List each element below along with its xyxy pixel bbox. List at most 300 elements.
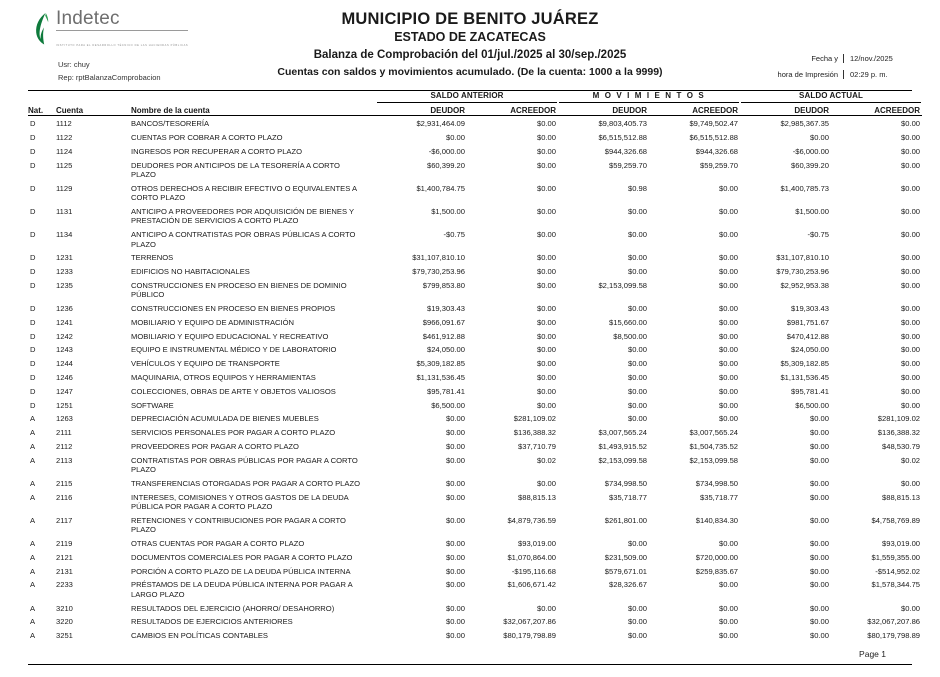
row-ant-acreedor: $0.00 <box>537 359 557 369</box>
row-mov-acreedor: $140,834.30 <box>695 515 739 525</box>
row-ant-deudor: $461,912.88 <box>422 331 465 341</box>
col-header-nat: Nat. <box>28 106 44 115</box>
table-row <box>28 425 922 439</box>
col-header-act-deudor: DEUDOR <box>794 106 830 115</box>
row-act-deudor: $0.00 <box>810 478 830 488</box>
indetec-leaf-icon <box>32 12 54 46</box>
row-ant-deudor: -$0.75 <box>443 230 465 240</box>
row-ant-acreedor: -$195,116.68 <box>511 566 557 576</box>
col-header-ant-deudor: DEUDOR <box>430 106 465 115</box>
table-row <box>28 301 922 315</box>
row-cuenta: 2121 <box>56 552 73 562</box>
row-cuenta: 2112 <box>56 441 73 451</box>
row-nombre: MOBILIARIO Y EQUIPO DE ADMINISTRACIÓN <box>131 317 295 327</box>
row-ant-acreedor: $0.00 <box>537 400 557 410</box>
row-nat: A <box>30 428 36 438</box>
row-cuenta: 1129 <box>56 183 73 193</box>
row-act-acreedor: $0.00 <box>901 206 921 216</box>
row-ant-acreedor: $0.00 <box>537 317 557 327</box>
col-header-nombre: Nombre de la cuenta <box>131 106 210 115</box>
report-header <box>28 0 912 88</box>
row-ant-deudor: $799,853.80 <box>422 280 465 290</box>
row-nombre: CUENTAS POR COBRAR A CORTO PLAZO <box>131 132 283 142</box>
row-nat: D <box>30 372 36 382</box>
row-ant-acreedor: $0.00 <box>537 183 557 193</box>
row-mov-deudor: $231,509.00 <box>604 552 648 562</box>
row-cuenta: 1125 <box>56 160 73 170</box>
row-mov-deudor: $0.00 <box>628 386 648 396</box>
row-mov-deudor: $0.98 <box>628 183 648 193</box>
table-head <box>28 91 922 116</box>
row-ant-deudor: $0.00 <box>445 492 465 502</box>
row-ant-deudor: $1,131,536.45 <box>416 372 465 382</box>
row-mov-deudor: $0.00 <box>628 304 648 314</box>
row-act-deudor: $0.00 <box>810 603 830 613</box>
row-act-deudor: -$0.75 <box>807 230 830 240</box>
table-row <box>28 550 922 564</box>
row-act-acreedor: $0.02 <box>901 455 921 465</box>
row-nombre: PROVEEDORES POR PAGAR A CORTO PLAZO <box>131 441 299 451</box>
row-act-acreedor: $80,179,798.89 <box>867 631 921 641</box>
row-nombre: RESULTADOS DE EJERCICIOS ANTERIORES <box>131 617 293 627</box>
row-act-deudor: $981,751.67 <box>786 317 830 327</box>
row-nat: A <box>30 631 36 641</box>
row-nat: D <box>30 160 36 170</box>
row-mov-deudor: $28,326.67 <box>609 580 648 590</box>
row-cuenta: 2233 <box>56 580 73 590</box>
table-row <box>28 600 922 614</box>
row-ant-deudor: $0.00 <box>445 603 465 613</box>
row-nombre: DOCUMENTOS COMERCIALES POR PAGAR A CORTO PLAZO <box>131 552 353 562</box>
row-nombre: CAMBIOS EN POLÍTICAS CONTABLES <box>131 631 268 641</box>
row-act-acreedor: $0.00 <box>901 359 921 369</box>
row-nat: A <box>30 538 36 548</box>
row-nombre: ANTICIPO A CONTRATISTAS POR OBRAS PÚBLICAS A CORTO PLAZO <box>131 230 356 249</box>
row-nombre: OTROS DERECHOS A RECIBIR EFECTIVO O EQUIVALENTES A CORTO PLAZO <box>131 183 357 203</box>
row-nombre: PRÉSTAMOS DE LA DEUDA PÚBLICA INTERNA POR PAGAR A LARGO PLAZO <box>131 580 353 599</box>
row-act-acreedor: $0.00 <box>901 280 921 290</box>
row-nat: A <box>30 492 36 502</box>
row-ant-acreedor: $0.00 <box>537 331 557 341</box>
row-act-deudor: $60,399.20 <box>791 160 830 170</box>
row-ant-deudor: $5,309,182.85 <box>416 359 465 369</box>
row-nat: A <box>30 478 36 488</box>
row-nombre: TRANSFERENCIAS OTORGADAS POR PAGAR A CORTO PLAZO <box>131 478 360 488</box>
row-mov-acreedor: $2,153,099.58 <box>689 455 739 465</box>
row-mov-acreedor: $0.00 <box>719 359 739 369</box>
row-mov-deudor: $261,801.00 <box>604 515 648 525</box>
row-act-deudor: $6,500.00 <box>795 400 830 410</box>
row-nat: D <box>30 253 36 263</box>
indetec-logo <box>32 8 188 49</box>
row-act-acreedor: $4,758,769.89 <box>871 515 921 525</box>
row-act-acreedor: $0.00 <box>901 230 921 240</box>
row-mov-acreedor: $9,749,502.47 <box>689 119 739 129</box>
table-row <box>28 489 922 512</box>
row-nat: A <box>30 603 36 613</box>
row-act-deudor: $0.00 <box>810 515 830 525</box>
row-nombre: EDIFICIOS NO HABITACIONALES <box>131 267 250 277</box>
row-cuenta: 1131 <box>56 206 73 216</box>
row-ant-deudor: $79,730,253.96 <box>412 267 465 277</box>
row-act-deudor: $31,107,810.10 <box>776 253 830 263</box>
row-mov-deudor: $734,998.50 <box>604 478 648 488</box>
row-nat: D <box>30 400 36 410</box>
report-scope: Cuentas con saldos y movimientos acumulado. (De la cuenta: 1000 a la 9999) <box>277 66 663 78</box>
row-mov-deudor: $944,326.68 <box>604 146 648 156</box>
row-mov-deudor: $1,493,915.52 <box>598 441 648 451</box>
row-nombre: PORCIÓN A CORTO PLAZO DE LA DEUDA PÚBLICA INTERNA <box>131 566 351 576</box>
row-mov-deudor: $15,660.00 <box>609 317 648 327</box>
row-nat: D <box>30 230 36 240</box>
row-nat: A <box>30 552 36 562</box>
table-row <box>28 157 922 180</box>
row-cuenta: 1235 <box>56 280 73 290</box>
row-act-acreedor: $0.00 <box>901 372 921 382</box>
row-ant-acreedor: $0.00 <box>537 119 557 129</box>
row-mov-acreedor: $59,259.70 <box>700 160 739 170</box>
row-cuenta: 1233 <box>56 267 73 277</box>
table-row <box>28 577 922 600</box>
row-nat: D <box>30 146 36 156</box>
row-nat: A <box>30 566 36 576</box>
row-nombre: CONSTRUCCIONES EN PROCESO EN BIENES PROPIOS <box>131 304 336 314</box>
row-ant-acreedor: $1,606,671.42 <box>507 580 557 590</box>
table-row <box>28 411 922 425</box>
row-ant-deudor: -$6,000.00 <box>428 146 465 156</box>
page-number: Page 1 <box>859 649 886 659</box>
row-ant-deudor: $0.00 <box>445 441 465 451</box>
report-meta-user <box>58 58 161 84</box>
row-mov-acreedor: $0.00 <box>719 317 739 327</box>
row-act-deudor: $0.00 <box>810 580 830 590</box>
row-nat: D <box>30 267 36 277</box>
col-header-ant-acreedor: ACREEDOR <box>510 106 557 115</box>
row-mov-deudor: $0.00 <box>628 230 648 240</box>
row-mov-acreedor: $0.00 <box>719 400 739 410</box>
row-nombre: MAQUINARIA, OTROS EQUIPOS Y HERRAMIENTAS <box>131 372 316 382</box>
row-act-acreedor: $0.00 <box>901 400 921 410</box>
row-mov-acreedor: $0.00 <box>719 331 739 341</box>
indetec-wordmark-text: Indetec <box>56 8 120 29</box>
row-ant-deudor: $0.00 <box>445 132 465 142</box>
row-cuenta: 1231 <box>56 253 73 263</box>
row-mov-acreedor: $0.00 <box>719 230 739 240</box>
row-mov-deudor: $0.00 <box>628 631 648 641</box>
row-mov-acreedor: $0.00 <box>719 183 739 193</box>
page-subtitle: ESTADO DE ZACATECAS <box>394 30 546 44</box>
table-row <box>28 628 922 642</box>
row-mov-acreedor: $259,835.67 <box>695 566 739 576</box>
group-movimientos: M O V I M I E N T O S <box>559 91 739 103</box>
row-ant-deudor: $1,400,784.75 <box>416 183 465 193</box>
row-act-acreedor: $1,578,344.75 <box>871 580 921 590</box>
row-nat: A <box>30 580 36 590</box>
report-period: Balanza de Comprobación del 01/jul./2025 al 30/sep./2025 <box>313 49 627 61</box>
row-cuenta: 1236 <box>56 304 73 314</box>
row-ant-acreedor: $32,067,207.86 <box>503 617 557 627</box>
table-row <box>28 536 922 550</box>
row-nat: D <box>30 386 36 396</box>
row-ant-deudor: $0.00 <box>445 566 465 576</box>
row-mov-deudor: $0.00 <box>628 414 648 424</box>
table-row <box>28 356 922 370</box>
row-ant-deudor: $0.00 <box>445 478 465 488</box>
column-header-row <box>28 106 922 115</box>
row-cuenta: 1247 <box>56 386 73 396</box>
row-act-deudor: $470,412.88 <box>786 331 830 341</box>
row-mov-acreedor: $720,000.00 <box>695 552 739 562</box>
row-cuenta: 1241 <box>56 317 73 327</box>
row-ant-acreedor: $0.00 <box>537 160 557 170</box>
table-row <box>28 614 922 628</box>
row-act-deudor: $19,303.43 <box>791 304 830 314</box>
row-mov-deudor: $579,671.01 <box>604 566 648 576</box>
row-ant-deudor: $31,107,810.10 <box>412 253 465 263</box>
table-row <box>28 227 922 250</box>
print-datetime-box <box>764 50 910 82</box>
row-act-acreedor: $0.00 <box>901 132 921 142</box>
row-ant-acreedor: $93,019.00 <box>518 538 557 548</box>
row-mov-acreedor: $0.00 <box>719 345 739 355</box>
row-ant-deudor: $0.00 <box>445 552 465 562</box>
group-saldo-actual: SALDO ACTUAL <box>741 91 921 103</box>
table-row <box>28 264 922 278</box>
fecha-label: Fecha y <box>811 53 838 63</box>
row-act-acreedor: $0.00 <box>901 160 921 170</box>
row-cuenta: 2117 <box>56 515 73 525</box>
row-act-deudor: $5,309,182.85 <box>780 359 830 369</box>
table-row <box>28 342 922 356</box>
row-nat: A <box>30 414 36 424</box>
row-nombre: SOFTWARE <box>131 400 174 410</box>
row-mov-deudor: $9,803,405.73 <box>598 119 648 129</box>
col-header-mov-acreedor: ACREEDOR <box>692 106 739 115</box>
table-row <box>28 397 922 411</box>
row-mov-acreedor: $35,718.77 <box>700 492 739 502</box>
row-ant-acreedor: $0.00 <box>537 267 557 277</box>
table-row <box>28 278 922 301</box>
row-mov-deudor: $8,500.00 <box>613 331 648 341</box>
row-mov-acreedor: $0.00 <box>719 206 739 216</box>
row-act-deudor: $0.00 <box>810 414 830 424</box>
row-nombre: CONTRATISTAS POR OBRAS PÚBLICAS POR PAGAR A CORTO PLAZO <box>131 455 358 475</box>
row-act-deudor: $0.00 <box>810 617 830 627</box>
row-ant-deudor: $1,500.00 <box>431 206 465 216</box>
row-mov-acreedor: $0.00 <box>719 603 739 613</box>
row-act-acreedor: $0.00 <box>901 183 921 193</box>
row-nat: D <box>30 132 36 142</box>
row-act-deudor: $2,952,953.38 <box>780 280 830 290</box>
column-group-header-row <box>28 91 922 106</box>
row-cuenta: 3210 <box>56 603 73 613</box>
col-header-mov-deudor: DEUDOR <box>612 106 648 115</box>
row-mov-deudor: $0.00 <box>628 206 648 216</box>
group-saldo-anterior: SALDO ANTERIOR <box>377 91 557 103</box>
row-ant-acreedor: $0.00 <box>537 132 557 142</box>
row-ant-acreedor: $80,179,798.89 <box>503 631 557 641</box>
row-ant-acreedor: $0.00 <box>537 386 557 396</box>
row-cuenta: 1134 <box>56 230 73 240</box>
row-nat: A <box>30 441 36 451</box>
row-ant-deudor: $6,500.00 <box>431 400 465 410</box>
row-act-deudor: $0.00 <box>810 566 830 576</box>
row-ant-deudor: $0.00 <box>445 580 465 590</box>
balance-table <box>28 91 922 642</box>
row-cuenta: 1112 <box>56 119 72 129</box>
row-act-acreedor: $136,388.32 <box>877 428 921 438</box>
row-mov-acreedor: $944,326.68 <box>695 146 739 156</box>
row-nombre: BANCOS/TESORERÍA <box>131 119 210 129</box>
indetec-tagline: INSTITUTO PARA EL DESARROLLO TÉCNICO DE LAS HACIENDAS PÚBLICAS <box>56 44 189 47</box>
row-nombre: TERRENOS <box>131 253 174 263</box>
row-act-deudor: $1,400,785.73 <box>780 183 830 193</box>
row-mov-acreedor: $1,504,735.52 <box>689 441 739 451</box>
row-ant-deudor: $95,781.41 <box>426 386 465 396</box>
row-mov-deudor: $0.00 <box>628 603 648 613</box>
row-cuenta: 1251 <box>56 400 73 410</box>
row-ant-acreedor: $281,109.02 <box>513 414 557 424</box>
row-act-acreedor: $0.00 <box>901 146 921 156</box>
row-act-deudor: $0.00 <box>810 538 830 548</box>
row-ant-deudor: $0.00 <box>445 617 465 627</box>
row-act-acreedor: $0.00 <box>901 478 921 488</box>
row-act-acreedor: $93,019.00 <box>882 538 921 548</box>
row-nombre: DEPRECIACIÓN ACUMULADA DE BIENES MUEBLES <box>131 414 319 424</box>
row-mov-deudor: $2,153,099.58 <box>598 280 648 290</box>
row-act-acreedor: -$514,952.02 <box>875 566 921 576</box>
table-row <box>28 144 922 158</box>
row-act-acreedor: $32,067,207.86 <box>867 617 921 627</box>
page-title: MUNICIPIO DE BENITO JUÁREZ <box>341 10 599 28</box>
row-ant-acreedor: $0.00 <box>537 478 557 488</box>
row-ant-deudor: $2,931,464.09 <box>416 119 465 129</box>
table-row <box>28 439 922 453</box>
row-act-acreedor: $281,109.02 <box>877 414 921 424</box>
row-act-deudor: $0.00 <box>810 492 830 502</box>
row-act-acreedor: $1,559,355.00 <box>871 552 921 562</box>
row-mov-acreedor: $0.00 <box>719 414 739 424</box>
table-row <box>28 370 922 384</box>
col-header-cuenta: Cuenta <box>56 106 84 115</box>
row-nombre: INTERESES, COMISIONES Y OTROS GASTOS DE LA DEUDA PÚBLICA POR PAGAR A CORTO PLAZO <box>131 492 349 511</box>
row-mov-deudor: $3,007,565.24 <box>598 428 648 438</box>
row-act-acreedor: $0.00 <box>901 603 921 613</box>
row-cuenta: 1246 <box>56 372 73 382</box>
row-nombre: SERVICIOS PERSONALES POR PAGAR A CORTO PLAZO <box>131 428 336 438</box>
row-act-deudor: $2,985,367.35 <box>780 119 830 129</box>
row-ant-acreedor: $1,070,864.00 <box>507 552 557 562</box>
row-act-deudor: $79,730,253.96 <box>776 267 830 277</box>
row-nat: D <box>30 183 36 193</box>
table-body <box>28 116 922 642</box>
col-header-act-acreedor: ACREEDOR <box>874 106 921 115</box>
row-mov-acreedor: $0.00 <box>719 386 739 396</box>
row-ant-acreedor: $0.00 <box>537 206 557 216</box>
row-nombre: MOBILIARIO Y EQUIPO EDUCACIONAL Y RECREATIVO <box>131 331 329 341</box>
report-footer <box>28 649 912 665</box>
row-mov-acreedor: $0.00 <box>719 280 739 290</box>
row-ant-acreedor: $136,388.32 <box>513 428 557 438</box>
row-ant-acreedor: $0.00 <box>537 304 557 314</box>
row-nat: D <box>30 317 36 327</box>
row-act-acreedor: $0.00 <box>901 253 921 263</box>
row-nat: D <box>30 119 36 129</box>
row-act-deudor: $0.00 <box>810 631 830 641</box>
user-label: Usr: chuy <box>58 60 90 69</box>
row-cuenta: 3220 <box>56 617 73 627</box>
row-cuenta: 2116 <box>56 492 73 502</box>
row-nombre: RETENCIONES Y CONTRIBUCIONES POR PAGAR A CORTO PLAZO <box>131 515 346 535</box>
row-mov-acreedor: $0.00 <box>719 372 739 382</box>
row-act-acreedor: $0.00 <box>901 304 921 314</box>
row-mov-deudor: $59,259.70 <box>609 160 648 170</box>
indetec-wordmark <box>56 9 188 50</box>
row-cuenta: 1244 <box>56 359 73 369</box>
row-mov-acreedor: $0.00 <box>719 304 739 314</box>
row-ant-deudor: $0.00 <box>445 455 465 465</box>
table-row <box>28 384 922 398</box>
row-mov-acreedor: $3,007,565.24 <box>689 428 739 438</box>
row-mov-deudor: $2,153,099.58 <box>598 455 648 465</box>
row-ant-deudor: $0.00 <box>445 428 465 438</box>
row-act-acreedor: $0.00 <box>901 267 921 277</box>
row-act-deudor: $0.00 <box>810 552 830 562</box>
row-cuenta: 2131 <box>56 566 73 576</box>
table-row <box>28 250 922 264</box>
row-mov-deudor: $0.00 <box>628 400 648 410</box>
row-ant-acreedor: $88,815.13 <box>518 492 557 502</box>
table-row <box>28 328 922 342</box>
row-ant-acreedor: $0.00 <box>537 230 557 240</box>
row-act-deudor: $1,131,536.45 <box>780 372 830 382</box>
row-act-deudor: $0.00 <box>810 428 830 438</box>
hora-value: 02:29 p. m. <box>843 70 910 79</box>
row-ant-acreedor: $0.00 <box>537 345 557 355</box>
row-ant-acreedor: $37,710.79 <box>518 441 557 451</box>
row-nat: D <box>30 304 36 314</box>
row-cuenta: 1124 <box>56 146 73 156</box>
row-mov-acreedor: $0.00 <box>719 538 739 548</box>
row-act-deudor: $0.00 <box>810 455 830 465</box>
row-mov-acreedor: $0.00 <box>719 580 739 590</box>
row-nat: D <box>30 359 36 369</box>
row-ant-deudor: $0.00 <box>445 631 465 641</box>
row-cuenta: 2111 <box>56 428 72 438</box>
row-mov-acreedor: $0.00 <box>719 253 739 263</box>
row-mov-acreedor: $0.00 <box>719 631 739 641</box>
row-mov-deudor: $0.00 <box>628 372 648 382</box>
row-mov-deudor: $0.00 <box>628 345 648 355</box>
row-nombre: OTRAS CUENTAS POR PAGAR A CORTO PLAZO <box>131 538 305 548</box>
row-ant-acreedor: $0.02 <box>537 455 557 465</box>
row-ant-deudor: $0.00 <box>445 515 465 525</box>
row-ant-deudor: $0.00 <box>445 414 465 424</box>
row-mov-deudor: $0.00 <box>628 359 648 369</box>
row-mov-deudor: $0.00 <box>628 538 648 548</box>
row-nat: A <box>30 455 36 465</box>
row-nombre: EQUIPO E INSTRUMENTAL MÉDICO Y DE LABORATORIO <box>131 345 337 355</box>
row-ant-acreedor: $0.00 <box>537 372 557 382</box>
row-ant-deudor: $966,091.67 <box>422 317 465 327</box>
table-row <box>28 513 922 536</box>
row-cuenta: 3251 <box>56 631 73 641</box>
row-cuenta: 1242 <box>56 331 73 341</box>
row-nat: D <box>30 331 36 341</box>
row-ant-acreedor: $0.00 <box>537 280 557 290</box>
row-ant-acreedor: $4,879,736.59 <box>507 515 557 525</box>
row-nombre: INGRESOS POR RECUPERAR A CORTO PLAZO <box>131 146 303 156</box>
